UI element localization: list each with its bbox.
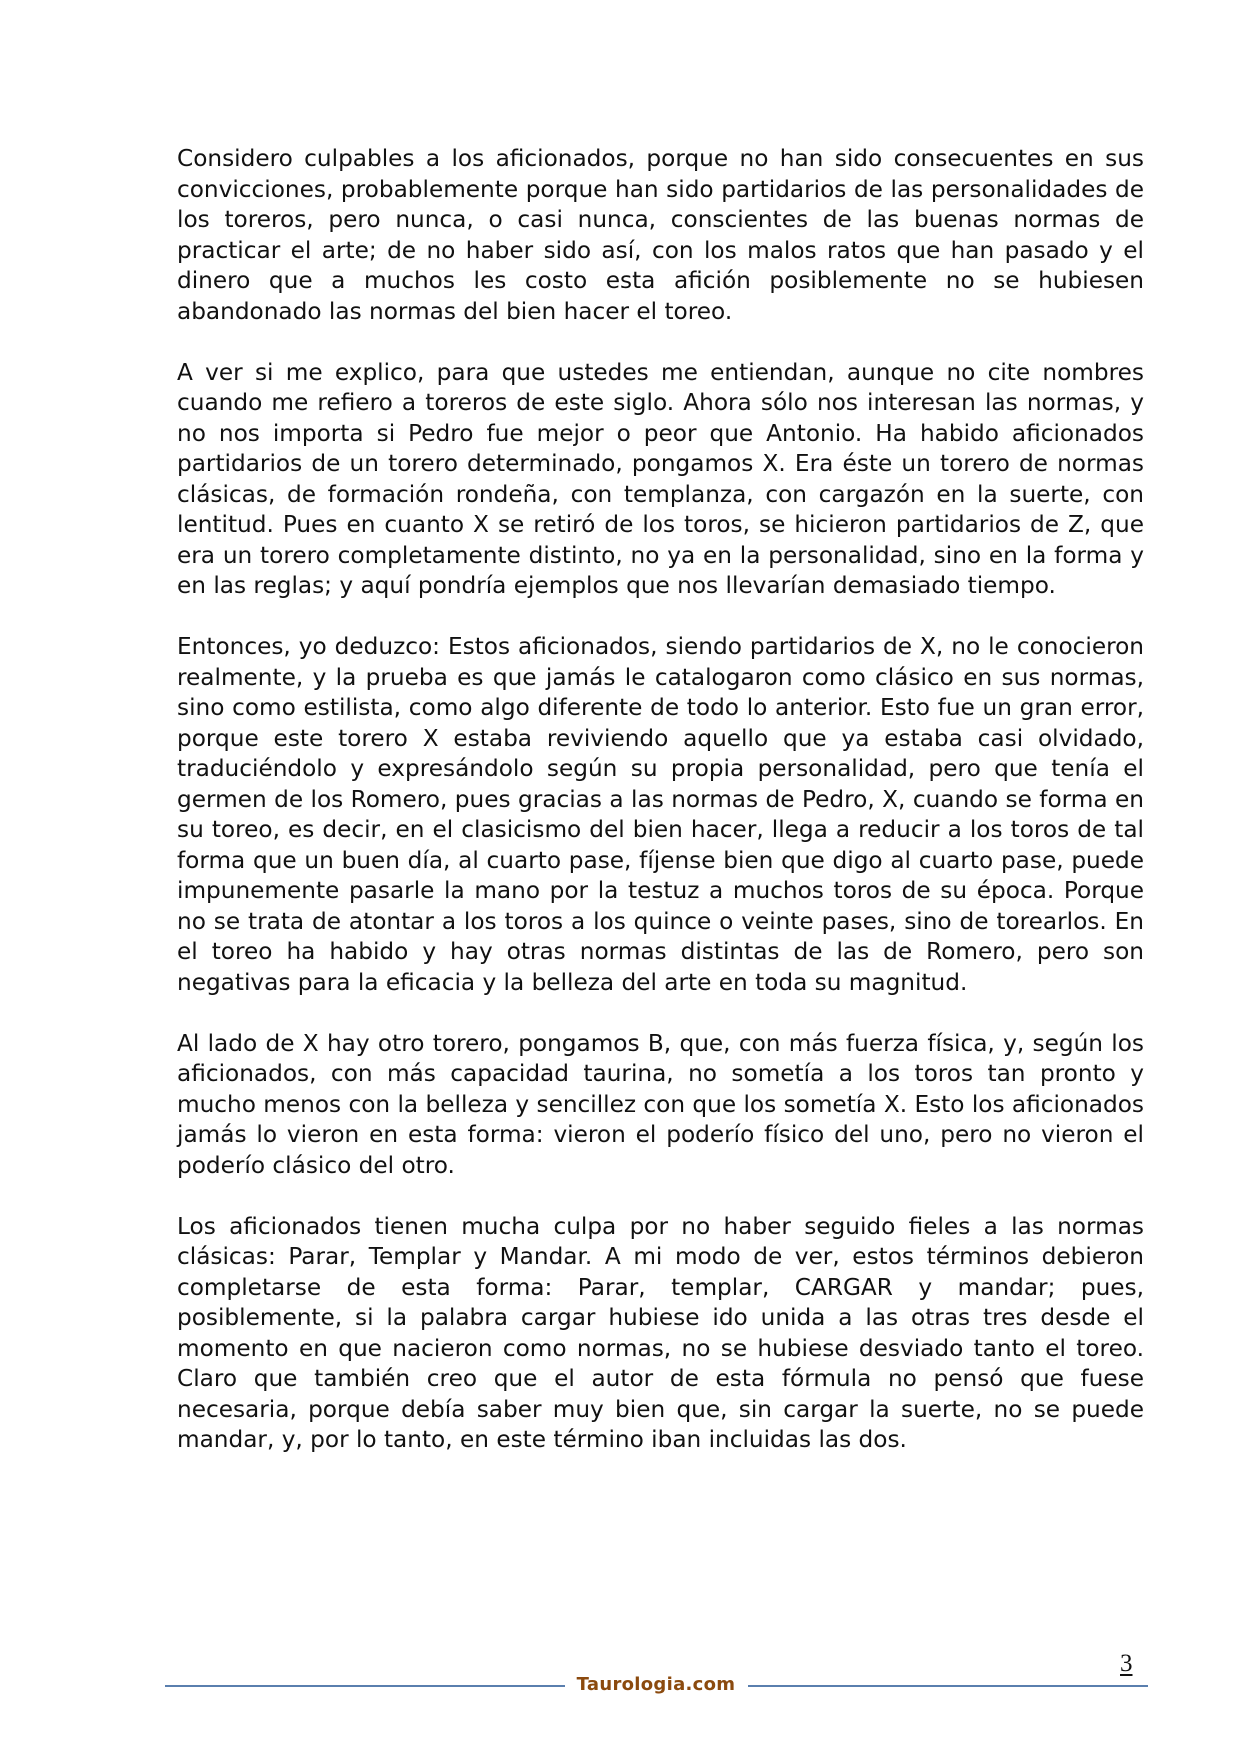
paragraph: Al lado de X hay otro torero, pongamos B, que, con más fuerza física, y, según los aficionados, con más capacidad taurina, no sometía a los toros tan pronto y mucho menos con la belleza y sencillez con que los sometía X. Esto los aficionados jamás lo vieron en esta forma: vieron el poderío físico del uno, pero no vieron el poderío clásico del otro. (177, 1029, 1144, 1179)
paragraph: Considero culpables a los aficionados, porque no han sido consecuentes en sus convicciones, probablemente porque han sido partidarios de las personalidades de los toreros, pero nunca, o casi nunca, conscientes de las buenas normas de practicar el arte; de no haber sido así, con los malos ratos que han pasado y el dinero que a muchos les costo esta afición posiblemente no se hubiesen abandonado las normas del bien hacer el toreo. (177, 145, 1144, 325)
paragraph: Entonces, yo deduzco: Estos aficionados, siendo partidarios de X, no le conocieron realmente, y la prueba es que jamás le catalogaron como clásico en sus normas, sino como estilista, como algo diferente de todo lo anterior. Esto fue un gran error, porque este torero X estaba reviviendo aquello que ya estaba casi olvidado, traduciéndolo y expresándolo según su propia personalidad, pero que tenía el germen de los Romero, pues gracias a las normas de Pedro, X, cuando se forma en su toreo, es decir, en el clasicismo del bien hacer, llega a reducir a los toros de tal forma que un buen día, al cuarto pase, fíjense bien que digo al cuarto pase, puede impunemente pasarle la mano por la testuz a muchos toros de su época. Porque no se trata de atontar a los toros a los quince o veinte pases, sino de torearlos. En el toreo ha habido y hay otras normas distintas de las de Romero, pero son negativas para la eficacia y la belleza del arte en toda su magnitud. (177, 633, 1144, 996)
footer-divider-left (165, 1685, 565, 1687)
paragraph: Los aficionados tienen mucha culpa por no haber seguido fieles a las normas clásicas: Parar, Templar y Mandar. A mi modo de ver, estos términos debieron completarse de esta forma: Parar, templar, CARGAR y mandar; pues, posiblemente, si la palabra cargar hubiese ido unida a las otras tres desde el momento en que nacieron como normas, no se hubiese desviado tanto el toreo. Claro que también creo que el autor de esta fórmula no pensó que fuese necesaria, porque debía saber muy bien que, sin cargar la suerte, no se puede mandar, y, por lo tanto, en este término iban incluidas las dos. (177, 1212, 1144, 1453)
footer-brand: Taurologia.com (576, 1674, 736, 1695)
footer-divider-right (748, 1685, 1148, 1687)
document-body (177, 144, 1144, 1456)
paragraph: A ver si me explico, para que ustedes me entiendan, aunque no cite nombres cuando me refiero a toreros de este siglo. Ahora sólo nos interesan las normas, y no nos importa si Pedro fue mejor o peor que Antonio. Ha habido aficionados partidarios de un torero determinado, pongamos X. Era éste un torero de normas clásicas, de formación rondeña, con templanza, con cargazón en la suerte, con lentitud. Pues en cuanto X se retiró de los toros, se hicieron partidarios de Z, que era un torero completamente distinto, no ya en la personalidad, sino en la forma y en las reglas; y aquí pondría ejemplos que nos llevarían demasiado tiempo. (177, 358, 1144, 599)
page-number: 3 (1120, 1650, 1133, 1677)
